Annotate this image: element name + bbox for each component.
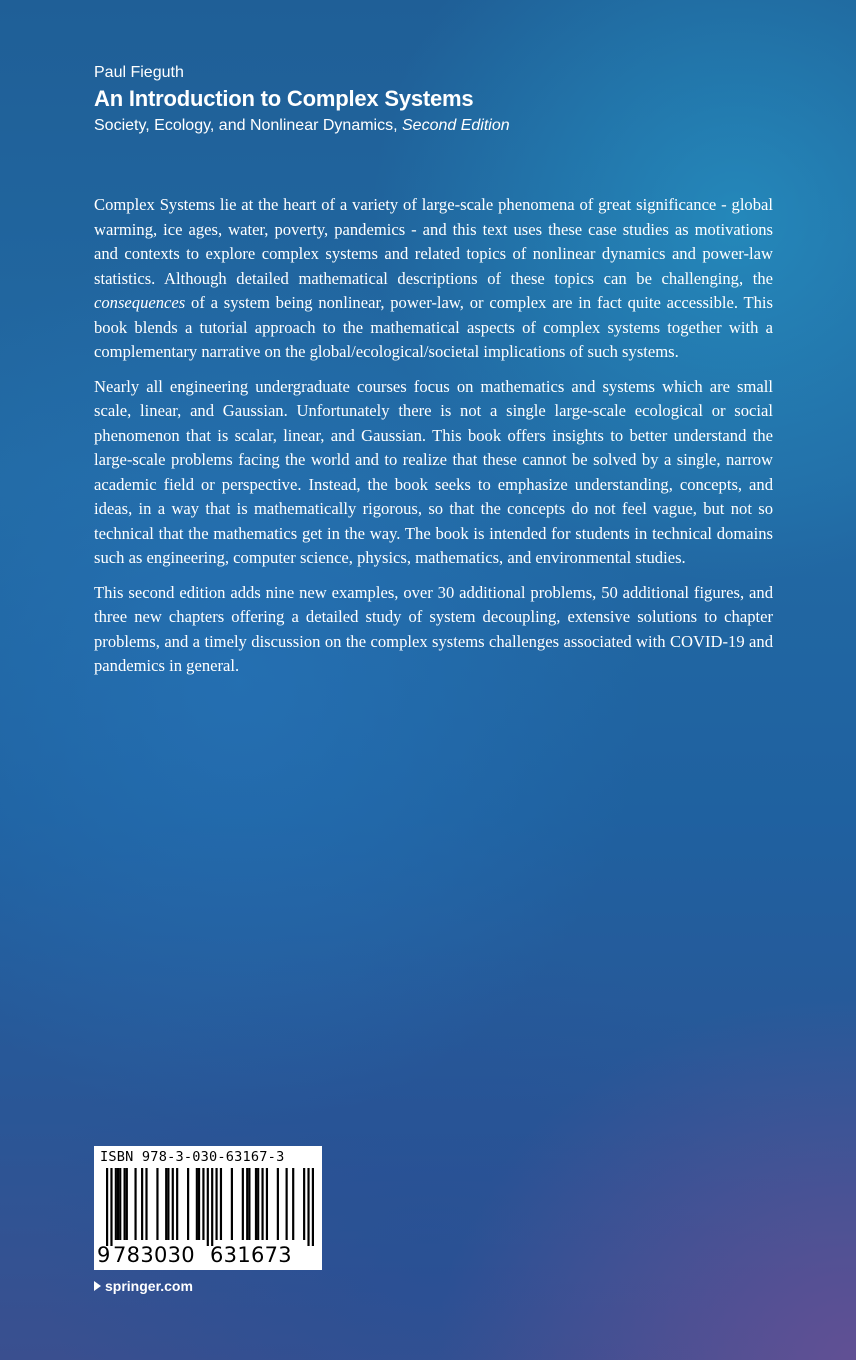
barcode-bar — [277, 1168, 279, 1240]
barcode-bar — [134, 1168, 136, 1240]
ean-left-group: 783030 — [113, 1243, 195, 1267]
book-subtitle — [94, 114, 510, 138]
barcode-bar — [110, 1168, 112, 1246]
barcode-bar — [126, 1168, 128, 1240]
barcode-bar — [246, 1168, 248, 1240]
barcode-bar — [106, 1168, 108, 1246]
barcode-bar — [231, 1168, 233, 1240]
barcode-bar — [303, 1168, 305, 1240]
blurb-p1-emphasis: consequences — [94, 293, 186, 312]
barcode-bar — [156, 1168, 158, 1240]
blurb-paragraph-1 — [94, 193, 773, 365]
barcode-bar — [172, 1168, 174, 1240]
ean-right-group: 631673 — [210, 1243, 292, 1267]
subtitle-text: Society, Ecology, and Nonlinear Dynamics, — [94, 117, 398, 134]
blurb-p1-part-b: of a system being nonlinear, power-law, or complex are in fact quite accessible. This book blends a tutorial approach to the mathematical aspects of complex systems together with a complementary narrative on the global/ecological/societal implications of such systems. — [94, 293, 773, 361]
barcode-bar — [286, 1168, 288, 1240]
isbn-label: ISBN 978-3-030-63167-3 — [100, 1149, 285, 1165]
barcode-bar — [115, 1168, 117, 1240]
barcode-bar — [257, 1168, 259, 1240]
barcode-bar — [242, 1168, 244, 1240]
barcode-bar — [248, 1168, 250, 1240]
barcode-bar — [202, 1168, 204, 1240]
book-title: An Introduction to Complex Systems — [94, 86, 474, 111]
barcode-bar — [196, 1168, 198, 1240]
author-name: Paul Fieguth — [94, 64, 184, 81]
barcode-bar — [141, 1168, 143, 1240]
blurb-p1-part-a: Complex Systems lie at the heart of a variety of large-scale phenomena of great significance - global warming, ice ages, water, poverty, pandemics - and this text uses these case studies as motivations and contexts to explore complex systems and related topics of nonlinear dynamics and power-law statistics. Although detailed mathematical descriptions of these topics can be challenging, the — [94, 195, 773, 288]
barcode-bar — [312, 1168, 314, 1246]
barcode-bar — [117, 1168, 119, 1240]
barcode-bar — [211, 1168, 213, 1246]
barcode-bar — [292, 1168, 294, 1240]
edition-label: Second Edition — [402, 117, 510, 134]
publisher-link[interactable] — [94, 1276, 193, 1296]
barcode-bar — [220, 1168, 222, 1240]
barcode-bar — [187, 1168, 189, 1240]
barcode-bar — [198, 1168, 200, 1240]
barcode-bar — [176, 1168, 178, 1240]
publisher-url: springer.com — [105, 1278, 193, 1294]
blurb-paragraph-2: Nearly all engineering undergraduate courses focus on mathematics and systems which are small scale, linear, and Gaussian. Unfortunately there is not a single large-scale ecological or social phenomenon that is scalar, linear, and Gaussian. This book offers insights to better understand the large-scale problems facing the world and to realize that these cannot be solved by a single, narrow academic field or perspective. Instead, the book seeks to emphasize understanding, concepts, and ideas, in a way that is mathematically rigorous, so that the concepts do not feel vague, but not so technical that the mathematics get in the way. The book is intended for students in technical domains such as engineering, computer science, physics, mathematics, and environmental studies. — [94, 376, 773, 567]
barcode-bar — [124, 1168, 126, 1240]
barcode-bar — [255, 1168, 257, 1240]
barcode-bar — [167, 1168, 169, 1240]
barcode-bars — [106, 1168, 314, 1246]
barcode-bar — [261, 1168, 263, 1240]
barcode-bar — [307, 1168, 309, 1246]
barcode-bar — [165, 1168, 167, 1240]
barcode-bar — [119, 1168, 121, 1240]
isbn-barcode — [94, 1146, 322, 1270]
cover-header — [94, 62, 510, 138]
blurb-paragraph-3: This second edition adds nine new examples, over 30 additional problems, 50 additional figures, and three new chapters offering a detailed study of system decoupling, extensive solutions to chapter problems, and a timely discussion on the complex systems challenges associated with COVID-19 and pandemics in general. — [94, 582, 773, 675]
barcode-bar — [145, 1168, 147, 1240]
barcode-bar — [207, 1168, 209, 1246]
back-cover-blurb — [94, 193, 773, 689]
barcode-bar — [215, 1168, 217, 1240]
ean-lead-digit: 9 — [97, 1243, 111, 1267]
barcode-bar — [266, 1168, 268, 1240]
arrow-right-icon — [94, 1281, 101, 1291]
